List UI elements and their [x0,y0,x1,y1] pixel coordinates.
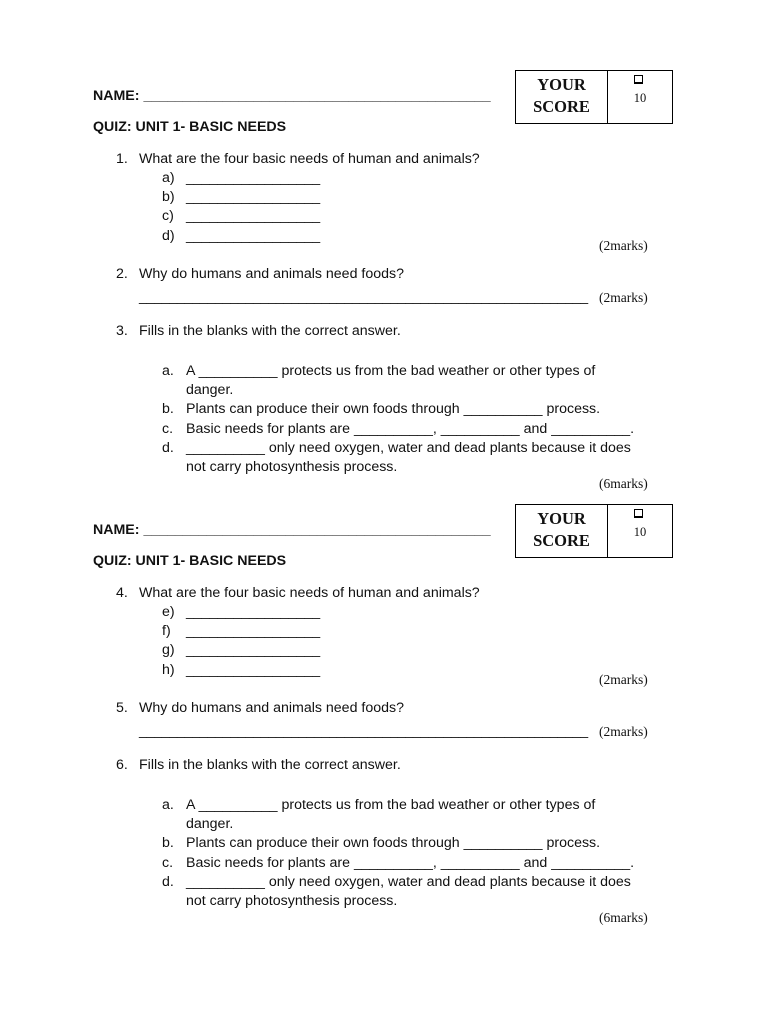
item-letter: a. [162,797,174,813]
option-blank[interactable]: _________________ [186,228,321,244]
option-letter: a) [162,170,175,186]
checkbox-icon [634,509,643,518]
name-field-label[interactable]: NAME: ____________________________________________ [93,88,491,104]
item-text: not carry photosynthesis process. [186,459,398,475]
score-label: YOUR SCORE [516,71,608,123]
item-text: Basic needs for plants are __________, __________ and __________. [186,421,635,437]
question-number: 1. [116,151,128,167]
option-letter: e) [162,604,175,620]
question-text: Why do humans and animals need foods? [139,266,404,282]
item-text: danger. [186,382,234,398]
item-letter: b. [162,835,174,851]
item-letter: b. [162,401,174,417]
question-text: Fills in the blanks with the correct answer. [139,323,401,339]
option-blank[interactable]: _________________ [186,208,321,224]
option-blank[interactable]: _________________ [186,642,321,658]
item-letter: c. [162,855,174,871]
question-text: What are the four basic needs of human and animals? [139,151,480,167]
score-box [515,504,673,558]
answer-line[interactable]: ___________________________________________________________ [139,289,589,304]
question-number: 3. [116,323,128,339]
item-text: __________ only need oxygen, water and dead plants because it does [186,440,631,456]
score-value [608,71,672,123]
answer-line[interactable]: ___________________________________________________________ [139,723,589,738]
option-letter: f) [162,623,171,639]
item-letter: d. [162,874,174,890]
option-blank[interactable]: _________________ [186,170,321,186]
marks-label: (2marks) [599,238,648,253]
marks-label: (2marks) [599,290,648,305]
name-field-label[interactable]: NAME: ____________________________________________ [93,522,491,538]
option-letter: d) [162,228,175,244]
question-text: What are the four basic needs of human and animals? [139,585,480,601]
option-blank[interactable]: _________________ [186,623,321,639]
score-total: 10 [633,91,647,105]
question-number: 2. [116,266,128,282]
option-blank[interactable]: _________________ [186,662,321,678]
question-number: 5. [116,700,128,716]
marks-label: (6marks) [599,476,648,491]
option-letter: c) [162,208,174,224]
score-label: YOUR SCORE [516,505,608,557]
quiz-title: QUIZ: UNIT 1- BASIC NEEDS [93,119,287,135]
question-number: 4. [116,585,128,601]
question-number: 6. [116,757,128,773]
item-letter: d. [162,440,174,456]
question-text: Fills in the blanks with the correct answer. [139,757,401,773]
marks-label: (2marks) [599,724,648,739]
marks-label: (2marks) [599,672,648,687]
option-blank[interactable]: _________________ [186,189,321,205]
option-blank[interactable]: _________________ [186,604,321,620]
option-letter: g) [162,642,175,658]
item-text: A __________ protects us from the bad weather or other types of [186,363,596,379]
option-letter: h) [162,662,175,678]
option-letter: b) [162,189,175,205]
item-text: danger. [186,816,234,832]
question-text: Why do humans and animals need foods? [139,700,404,716]
item-text: __________ only need oxygen, water and dead plants because it does [186,874,631,890]
item-text: Plants can produce their own foods through __________ process. [186,401,601,417]
item-letter: c. [162,421,174,437]
checkbox-icon [634,75,643,84]
item-text: Plants can produce their own foods through __________ process. [186,835,601,851]
score-box [515,70,673,124]
item-text: A __________ protects us from the bad weather or other types of [186,797,596,813]
score-value [608,505,672,557]
marks-label: (6marks) [599,910,648,925]
item-text: not carry photosynthesis process. [186,893,398,909]
score-total: 10 [633,525,647,539]
item-text: Basic needs for plants are __________, __________ and __________. [186,855,635,871]
item-letter: a. [162,363,174,379]
quiz-title: QUIZ: UNIT 1- BASIC NEEDS [93,553,287,569]
